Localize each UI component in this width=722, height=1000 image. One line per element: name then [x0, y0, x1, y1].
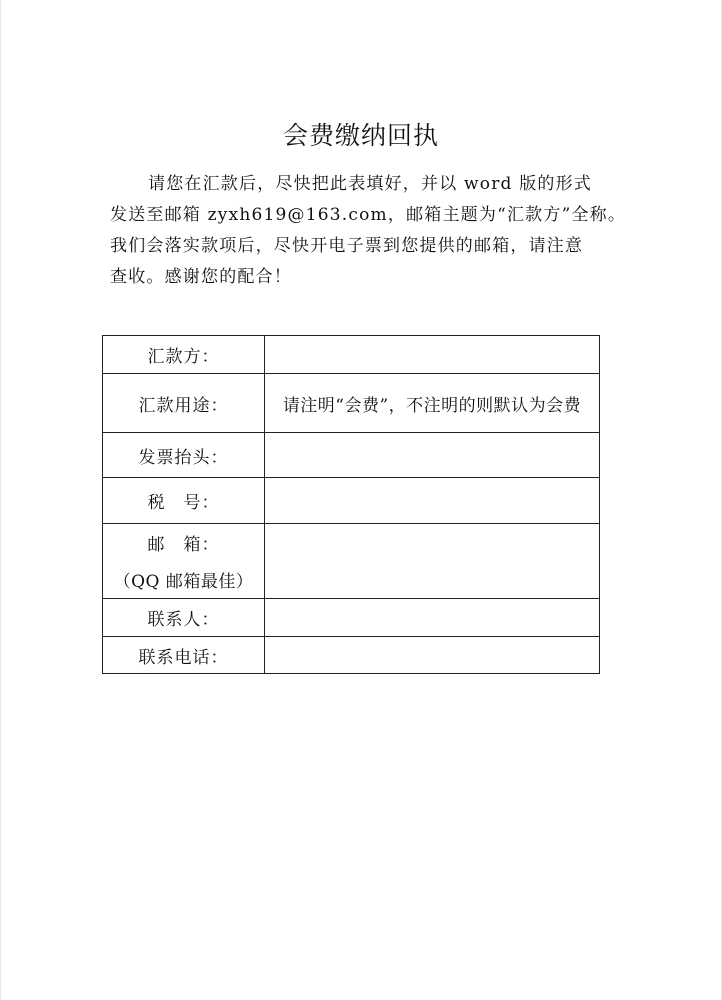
- email-label: 邮 箱：: [147, 535, 220, 555]
- document-title: 会费缴纳回执: [282, 121, 439, 150]
- email-sublabel: （QQ 邮箱最佳）: [113, 572, 254, 592]
- remitter-label: 汇款方：: [103, 336, 265, 374]
- invoice-title-field[interactable]: [265, 433, 600, 478]
- row-purpose: [103, 374, 600, 433]
- purpose-field[interactable]: 请注明“会费”，不注明的则默认为会费: [265, 374, 600, 433]
- contact-person-field[interactable]: [265, 599, 600, 637]
- intro-line: 我们会落实款项后，尽快开电子票到您提供的邮箱，请注意: [110, 236, 584, 256]
- intro-line: 发送至邮箱 zyxh619@163.com，邮箱主题为“汇款方”全称。: [110, 205, 627, 225]
- row-contact-person: [103, 599, 600, 637]
- tax-number-label: 税 号：: [103, 478, 265, 524]
- remittance-receipt-table: [102, 335, 600, 674]
- row-tax-number: [103, 478, 600, 524]
- intro-line: 查收。感谢您的配合！: [110, 267, 292, 287]
- email-label-cell: [103, 524, 265, 599]
- email-field[interactable]: [265, 524, 600, 599]
- contact-person-label: 联系人：: [103, 599, 265, 637]
- row-invoice-title: [103, 433, 600, 478]
- tax-number-field[interactable]: [265, 478, 600, 524]
- remitter-field[interactable]: [265, 336, 600, 374]
- invoice-title-label: 发票抬头：: [103, 433, 265, 478]
- contact-phone-label: 联系电话：: [103, 637, 265, 674]
- row-remitter: [103, 336, 600, 374]
- purpose-label: 汇款用途：: [103, 374, 265, 433]
- contact-phone-field[interactable]: [265, 637, 600, 674]
- intro-line: 请您在汇款后，尽快把此表填好，并以 word 版的形式: [148, 174, 593, 194]
- intro-paragraph: [110, 169, 627, 293]
- row-contact-phone: [103, 637, 600, 674]
- row-email: [103, 524, 600, 599]
